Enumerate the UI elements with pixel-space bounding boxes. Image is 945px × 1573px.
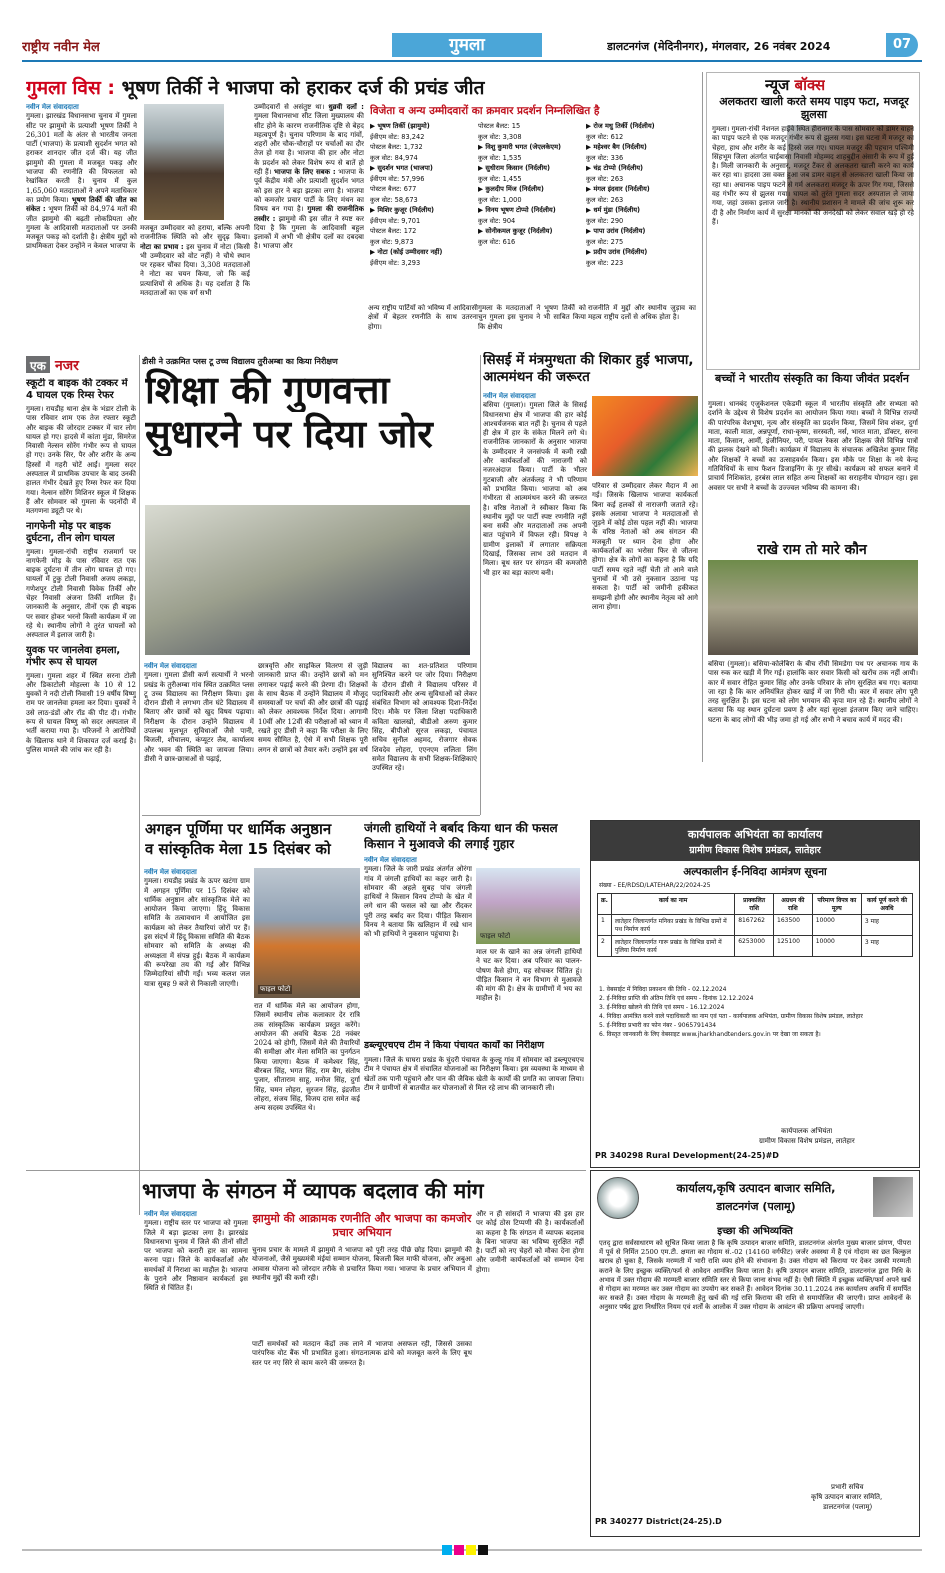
page-number: 07 — [886, 33, 918, 57]
lead-column-1 — [26, 103, 137, 351]
lead-end-2: गुमला के मतदाताओं ने भूषण तिर्की को चुन गुमला इस चुनाव ने भी साबित किया कि क्षेत्रीय — [478, 304, 586, 331]
tender1-ref: संख्या - EE/RDSD/LATEHAR/22/2024-25 — [599, 882, 711, 889]
table-row — [598, 915, 913, 936]
elephant-headline: जंगली हाथियों ने बर्बाद किया धान की फसल किसान ने मुआवजे की लगाई गुहार — [364, 821, 558, 851]
lead-headline-text: भूषण तिर्की ने भाजपा को हराकर दर्ज की प्रचंड जीत — [121, 77, 485, 99]
ddu-headline: डब्ल्यूएचएच टीम ने किया पंचायत कार्यों का निरीक्षण — [364, 1040, 544, 1051]
result-line: ▶ पापा उरांव (निर्दलीय) — [586, 227, 646, 235]
table-cell: 3 माह — [861, 915, 912, 936]
result-line: कुल वोट: 1,000 — [478, 195, 522, 204]
result-line: पोस्टल बैलट: 1,732 — [370, 143, 423, 151]
result-line: ▶ कुलदीप मिंज (निर्दलीय) — [478, 185, 544, 193]
agahan-headline-2: व सांस्कृतिक मेला 15 दिसंबर को — [145, 840, 331, 858]
sisai-text-1: बसिया (गुमला)। गुमला जिले के सिसई विधानसभा क्षेत्र में भाजपा की हार कोई आश्चर्यजनक बात नहीं है। चुनाव से पहले ही क्षेत्र में हार के संकेत मिलने लगे थे। राजनीतिक जानकारों के अनुसार भाजपा के उम्मीदवार ने जनसंपर्क में कमी रखी और कार्यकर्ताओं की नाराजगी को नजरअंदाज किया। पार्टी के भीतर गुटबाजी और अंतर्कलह ने भी परिणाम को प्रभावित किया। भाजपा को अब गंभीरता से आत्ममंथन करने की जरूरत है। वरिष्ठ नेताओं ने स्वीकार किया कि स्थानीय मुद्दों पर पार्टी स्पष्ट रणनीति नहीं बना सकी और मतदाताओं तक अपनी बात पहुंचाने में विफल रही। विपक्ष ने ग्रामीण इलाकों में लगातार सक्रियता दिखाई, जिसका लाभ उसे मतदान में मिला। बूथ स्तर पर संगठन की कमजोरी भी हार का बड़ा कारण बनी। — [483, 401, 587, 577]
result-line: ईवीएम वोट: 57,996 — [370, 174, 425, 183]
agahan-col-1 — [144, 868, 250, 1166]
table-cell: 163500 — [774, 915, 813, 936]
result-line: ▶ महेश्वर बैग (निर्दलीय) — [586, 143, 647, 151]
result-line: पोस्टल बैलट: 172 — [370, 227, 417, 235]
ek-nazar-column — [26, 378, 136, 1223]
tender1-table-header: प्राक्कलित राशि — [735, 894, 774, 915]
agahan-col-2: रात में धार्मिक मेले का आयोजन होगा, जिसमें स्थानीय लोक कलाकार देर रात्रि तक सांस्कृतिक कार्यक्रम प्रस्तुत करेंगे। आयोजन की अवधि बैठक 28 नवंबर 2024 को होगी, जिसमें मेले की तैयारियों की समीक्षा और मेला समिति का पुनर्गठन किया जाएगा। बैठक में कमेश्वर सिंह, बीरबल सिंह, भगत सिंह, राम बैग, संतोष पुजार, सीताराम साहू, मनोज सिंह, दुर्गा सिंह, चमन लोहरा, सुरजन सिंह, इंद्रजीत लोहरा, संजय सिंह, विजय दास समेत कई अन्य सदस्य उपस्थित थे। — [254, 1002, 360, 1113]
elephant-photo-caption: फाइल फोटो — [480, 932, 511, 940]
tender1-table-header: परिमाण विपत्र का मूल्य — [812, 894, 861, 915]
results-col-1 — [370, 121, 476, 301]
news-box-label-1: न्यूज — [765, 76, 790, 94]
ek-nazar-headline-1: स्कूटी व बाइक की टक्कर में 4 घायल एक रिम्स रेफर — [26, 378, 128, 401]
result-line: कुल वोट: 616 — [478, 237, 516, 246]
tender1-table — [597, 893, 913, 957]
tender1-office2: ग्रामीण विकास विशेष प्रमंडल, लातेहार — [689, 845, 821, 856]
tender2-signature: प्रभारी सचिव — [831, 1483, 864, 1491]
tender1-table-header: क्र. — [598, 894, 612, 915]
result-line: ▶ सुधीराम किसान (निर्दलीय) — [478, 164, 551, 172]
lead-subhead-4: भाजपा के लिए सबक : — [273, 168, 336, 177]
result-line: ▶ मिशिर कुजूर (निर्दलीय) — [370, 206, 435, 214]
result-line: ▶ प्रदीप उरांव (निर्दलीय) — [586, 248, 648, 256]
result-line: पोस्टल बैलट: 677 — [370, 185, 417, 193]
dateline: डालटनगंज (मेदिनीनगर), मंगलवार, 26 नवंबर 2024 — [607, 40, 831, 53]
result-line: ▶ सुदर्शन भगत (भाजपा) — [370, 164, 433, 172]
tender1-table-header: अग्रधन की राशि — [774, 894, 813, 915]
bjp-text-1: गुमला। राष्ट्रीय स्तर पर भाजपा को गुमला जिले में बड़ा झटका लगा है। झारखंड विधानसभा चुनाव में जिले की तीनों सीटों पर भाजपा को करारी हार का सामना करना पड़ा। जिले के कार्यकर्ताओं और समर्थकों में निराशा का माहौल है। भाजपा के पुराने और निष्ठावान कार्यकर्ता इस स्थिति से चिंतित हैं। — [144, 1219, 248, 1293]
result-line: कुल वोट: 275 — [586, 237, 624, 246]
paper-name: राष्ट्रीय नवीन मेल — [22, 40, 100, 55]
agahan-photo — [254, 868, 360, 998]
tender1-note: 5. ई-निविदा प्रभारी का फोन नंबर - 9065791434 — [599, 1022, 717, 1029]
result-line: ▶ विनय भूषण टोप्पो (निर्दलीय) — [478, 206, 556, 214]
result-line: कुल वोट: 290 — [586, 216, 624, 225]
news-box-label-2: बॉक्स — [794, 76, 826, 94]
result-line: कुल वोट: 336 — [586, 153, 624, 162]
education-photo — [145, 505, 470, 655]
table-cell: 10000 — [812, 915, 861, 936]
table-cell: 8167262 — [735, 915, 774, 936]
table-cell: 2 — [598, 936, 612, 957]
tender1-signature-2: ग्रामीण विकास विशेष प्रमंडल, लातेहार — [759, 1137, 855, 1145]
result-line: ▶ सोनीकमल कुजूर (निर्दलीय) — [478, 227, 553, 235]
raakhe-headline: राखे राम तो मारे कौन — [757, 542, 867, 558]
result-line: पोस्टल बैलट: 15 — [478, 122, 521, 130]
lead-subhead-2: नोटा का प्रभाव : — [140, 242, 184, 251]
table-cell: लातेहार जिलान्तर्गत गारू प्रखंड के विभिन्न ग्रामों में पुलिया निर्माण कार्य — [611, 936, 734, 957]
education-col-2: छात्रवृत्ति और साइकिल वितरण से जुड़ी जानकारी प्राप्त की। उन्होंने छात्रों को मन लगाकर पढ़ाई करने की प्रेरणा दी। शिक्षकों के साथ बैठक में उन्होंने विद्यालय में मौजूद समस्याओं पर चर्चा की और छात्रों की पढ़ाई को लेकर आवश्यक निर्देश दिया। आगामी 10वीं और 12वीं की परीक्षाओं को ध्यान में रखते हुए डीसी ने कहा कि परीक्षा के लिए समय सीमित है, ऐसे में सभी शिक्षक पूरी लगन से छात्रों को तैयार करें। उन्होंने इस वर्ष — [258, 662, 368, 754]
bjp-col-3: पार्टी समर्थकों को मतदान केंद्रों तक लाने में भाजपा असफल रही, जिससे उसका पारंपरिक वोट बैंक भी प्रभावित हुआ। संगठनात्मक ढांचे को मजबूत करने के लिए बूथ स्तर पर नए सिरे से काम करने की जरूरत है। — [252, 1340, 472, 1367]
table-cell: 1 — [598, 915, 612, 936]
tender1-signature: कार्यपालक अभियंता — [781, 1127, 833, 1135]
tender2-office: कार्यालय,कृषि उत्पादन बाजार समिति, — [676, 1181, 836, 1195]
education-byline: नवीन मेल संवाददाता — [144, 662, 197, 670]
table-cell: 3 माह — [861, 936, 912, 957]
raakhe-text: बसिया (गुमला)। बसिया-कोलेबिरा के बीच राँची सिमडेगा पथ पर अचानक गाय के पास रुक कर खड़ी में गिर गई। हालांकि कार सवार किसी को खरोंच तक नहीं आयी। कार में सवार रोहित कुमार सिंह और उनके परिवार के लोग सुरक्षित बच गए। बताया जा रहा है कि कार अनियंत्रित होकर खाई में जा गिरी थी। कार में सवार लोग पूरी तरह सुरक्षित हैं। इस घटना को लोग भगवान की कृपा मान रहे हैं। स्थानीय लोगों ने बताया कि यह स्थान दुर्घटना प्रवण है और यहां सुरक्षा इंतजाम किए जाने चाहिए। घटना के बाद लोगों की भीड़ जमा हो गई और सभी ने बचाव कार्य में मदद की। — [708, 660, 918, 724]
tender-notice-1 — [590, 820, 920, 1168]
ddu-text: गुमला। जिले के घाघरा प्रखंड के चुंदरी पंचायत के कुल्हू गांव में सोमवार को डब्ल्यूएचएच टीम ने पंचायत क्षेत्र में संचालित योजनाओं का निरीक्षण किया। इस व्यवस्था के माध्यम से खेतों तक पानी पहुंचाने और पान की जैविक खेती के कार्यों की प्रगति का जायजा लिया। टीम ने ग्रामीणों से बातचीत कर योजनाओं से मिल रहे लाभ की जानकारी ली। — [364, 1056, 584, 1092]
agahan-byline: नवीन मेल संवाददाता — [144, 868, 197, 876]
ek-nazar-text-2: गुमला। गुमला-रांची राष्ट्रीय राजमार्ग पर नागफेनी मोड़ के पास रविवार रात एक बाइक दुर्घटना में तीन लोग घायल हो गए। घायलों में टुकु टोली निवासी अजय लकड़ा, गणेशपुर टोली निवासी विवेक तिर्की और चेहर निवासी अंजना तिर्की शामिल हैं। जानकारी के अनुसार, तीनों एक ही बाइक पर सवार होकर भरनो किसी कार्यक्रम में जा रहे थे। स्थानीय लोगों ने तुरंत घायलों को अस्पताल में इलाज जारी है। — [26, 547, 136, 640]
lead-text-1b: भूषण तिर्की को 84,974 मतों की जीत झामुमो की बढ़ती लोकप्रियता और गुमला के आदिवासी मतदाताओं पर उनकी मजबूत पकड़ को दर्शाती है। क्षेत्रीय मुद्दों को प्राथमिकता देकर उन्होंने न केवल भाजपा के — [26, 205, 137, 251]
tender2-office2: डालटनगंज (पलामू) — [716, 1200, 796, 1213]
byline: नवीन मेल संवाददाता — [26, 103, 79, 111]
ek-nazar-text-1: गुमला। रायडीह थाना क्षेत्र के भंडार टोली के पास रविवार शाम एक तेज रफ्तार स्कूटी और बाइक की जोरदार टक्कर में चार लोग घायल हो गए। हादसे में कांता मुंडा, सिमरेज निवासी नेल्सन सोरेंग गंभीर रूप से घायल हो गए। उनके सिर, पैर और शरीर के अन्य हिस्सों में गहरी चोटें आईं। गुमला सदर अस्पताल में प्राथमिक उपचार के बाद उनकी हालत गंभीर देखते हुए रिम्स रेफर कर दिया गया। नेल्सन सोरेंग मिशिनर स्कूल में शिक्षक हैं और सोमवार को गुमला के पदनोंदी में मतगणना ड्यूटी पर थे। — [26, 405, 136, 516]
education-headline-1: शिक्षा की गुणवत्ता — [145, 368, 390, 412]
elephant-col-2: माल घर के खाने का अन्न जंगली हाथियों ने चट कर दिया। अब परिवार का पालन-पोषण कैसे होगा, यह सोचकर चिंतित हूं। पीड़ित किसान ने वन विभाग से मुआवजे की मांग की है। क्षेत्र के ग्रामीणों में भय का माहौल है। — [476, 948, 582, 1003]
result-line: कुल वोट: 58,673 — [370, 195, 418, 204]
culture-headline: बच्चों ने भारतीय संस्कृति का किया जीवंत प्रदर्शन — [715, 372, 909, 385]
education-col-3: विद्यालय का शत-प्रतिशत परिणाम सुनिश्चित करने पर जोर दिया। निरीक्षण के दौरान डीसी ने विद्यालय परिसर में पदाधिकारी और अन्य सुविधाओं को लेकर संबंधित विभाग को आवश्यक दिशा-निर्देश दिए। मौके पर जिला शिक्षा पदाधिकारी कविता खालखो, बीडीओ अरुण कुमार सिंह, बीपीओ सूरज लकड़ा, पंचायत सचिव सुनील अहमद, रोजगार सेवक शिवदेव लोहरा, एएनएम ललिता लिंग समेत विद्यालय के सभी शिक्षक-शिक्षिकाएं उपस्थित रहे। — [372, 662, 477, 773]
result-line: कुल वोट: 904 — [478, 216, 516, 225]
result-line: ▶ धर्म मुंडा (निर्दलीय) — [586, 206, 641, 214]
tender1-note: 1. वेबसाईट में निविदा प्रकाशन की तिथि - 02.12.2024 — [599, 986, 727, 993]
result-line: ▶ मंगल इंदवार (निर्दलीय) — [586, 185, 650, 193]
result-line: कुल वोट: 612 — [586, 132, 624, 141]
ek-nazar-label-1: एक — [26, 356, 50, 373]
table-cell: 6253000 — [735, 936, 774, 957]
tender1-note: 4. निविदा आमंत्रित करने वाले पदाधिकारी का नाम एवं पता - कार्यपालक अभियंता, ग्रामीण विकास विशेष प्रमंडल, लातेहार — [599, 1013, 863, 1020]
education-kicker: डीसी ने उत्क्रमित प्लस टू उच्च विद्यालय तुरीअम्बा का किया निरीक्षण — [142, 357, 338, 366]
lead-text-3c: भाजपा के पूर्व केंद्रीय मंत्री और प्रत्याशी सुदर्शन भगत को इस हार ने बड़ा झटका लगा है। भाजपा को कमजोर प्रचार पार्टी के लिए मंथन का विषय बन गया है। — [254, 168, 364, 214]
result-line: कुल वोट: 1,455 — [478, 174, 522, 183]
elephant-photo — [476, 868, 580, 944]
lead-text-2b: इस चुनाव में नोटा (किसी भी उम्मीदवार को वोट नहीं) ने चौथे स्थान पर रहकर चौंका दिया। 3,308 मतदाताओं ने नोटा का चयन किया, जो कि कई प्रत्याशियों से अधिक है। यह दर्शाता है कि मतदाताओं का एक वर्ग सभी — [140, 242, 250, 298]
sisai-col-2: परिवार से उम्मीदवार लेकर मैदान में आ गई। जिसके खिलाफ भाजपा कार्यकर्ता बिना कई हलकों से नाराजगी जताते रहे। इसके अलावा भाजपा ने मतदाताओं से जुड़ने में कोई ठोस पहल नहीं की। भाजपा के वरिष्ठ नेताओं को अब संगठन की मजबूती पर ध्यान देना होगा और कार्यकर्ताओं का भरोसा फिर से जीतना होगा। क्षेत्र के लोगों का कहना है कि यदि पार्टी समय रहते नहीं चेती तो आने वाले चुनावों में भी उसे नुकसान उठाना पड़ सकता है। पार्टी को जमीनी हकीकत समझनी होगी और स्थानीय नेतृत्व को आगे लाना होगा। — [592, 482, 698, 611]
results-title: विजेता व अन्य उम्मीदवारों का क्रमवार प्रदर्शन निम्नलिखित है — [370, 105, 600, 117]
results-col-2 — [478, 121, 584, 301]
tender1-note: 3. ई-निविदा खोलने की तिथि एवं समय - 16.12.2024 — [599, 1004, 725, 1011]
education-headline-2: सुधारने पर दिया जोर — [145, 412, 433, 456]
tender2-text: एतद् द्वारा सर्वसाधारण को सूचित किया जाता है कि कृषि उत्पादन बाजार समिति, डालटनगंज अंतर्गत मुख्य बाजार प्रांगण, पीपरा में पूर्व से निर्मित 2500 एम.टी. क्षमता का गोदाम सं.-02 (14160 वर्गफीट) जर्जर अवस्था में है एवं गोदाम का छत बिल्कुल खराब हो चुका है, जिसके मरम्मती में भारी राशि व्यय होने की संभावना है। उक्त गोदाम को किराया पर देकर उसकी मरम्मती कराने के लिए इच्छुक व्यक्ति/फर्म से आवेदन आमंत्रित किया जाता है। कृषि उत्पादन बाजार समिति, डालटनगंज द्वारा निधि के अभाव में उक्त गोदाम की मरम्मती बाजार समिति स्तर से किया जाना संभव नहीं है। ऐसी स्थिति में इच्छुक व्यक्ति/फर्म अपने खर्च से गोदाम का मरम्मत कर उक्त गोदाम का उपयोग कर सकते हैं। आवेदन दिनांक 30.11.2024 तक कार्यालय अवधि में समर्पित कर सकते हैं। उक्त गोदाम के मरम्मती हेतु खर्च की गई राशि किराया की राशि से समायोजित की जाएगी। प्राप्त आवेदनों के अनुसार पर्षद द्वारा निर्धारित नियम एवं शर्तों के आलोक में उक्त गोदाम के आवंटन की प्रक्रिया अपनाई जाएगी। — [599, 1239, 911, 1312]
bjp-col-4: और न ही सांसदों ने भाजपा की इस हार पर कोई ठोस टिप्पणी की है। कार्यकर्ताओं का कहना है कि संगठन में व्यापक बदलाव के बिना भाजपा का भविष्य सुरक्षित नहीं है। पार्टी को नए चेहरों को मौका देना होगा और जमीनी कार्यकर्ताओं को सम्मान देना होगा। — [476, 1210, 584, 1274]
result-line: ▶ विशु कुमारी भगत (जेएलकेएम) — [478, 143, 562, 151]
tender1-office: कार्यपालक अभियंता का कार्यालय — [687, 828, 823, 841]
table-row — [598, 936, 913, 957]
agahan-text-1: गुमला। रायडीह प्रखंड के ऊपर खटंगा ग्राम में अगहन पूर्णिमा पर 15 दिसंबर को धार्मिक अनुष्ठान और सांस्कृतिक मेले का आयोजन किया जाएगा। हिंदू विकास समिति के तत्वावधान में आयोजित इस कार्यक्रम को लेकर तैयारियां जोरों पर हैं। इस संदर्भ में हिंदू विकास समिति की बैठक सोमवार को समिति के अध्यक्ष की अध्यक्षता में संपन्न हुई। बैठक में कार्यक्रम की रूपरेखा तय की गई और विभिन्न जिम्मेदारियां सौंपी गईं। भव्य कलश जल यात्रा सुबह 9 बजे से निकाली जाएगी। — [144, 877, 250, 988]
result-line: कुल वोट: 263 — [586, 195, 624, 204]
lead-text-1: गुमला। झारखंड विधानसभा चुनाव में गुमला सीट पर झामुमो के प्रत्याशी भूषण तिर्की ने 26,301 मतों के अंतर से भारतीय जनता पार्टी (भाजपा) के प्रत्याशी सुदर्शन भगत को हराकर शानदार जीत दर्ज की। यह जीत झामुमो की गुमला में मजबूत पकड़ और भाजपा की रणनीति की विफलता को रेखांकित करती है। चुनाव में कुल 1,65,060 मतदाताओं ने अपने मताधिकार का प्रयोग किया। — [26, 112, 137, 204]
lead-end-1: अन्य राष्ट्रीय पार्टियों को भविष्य में आदिवासी क्षेत्रों में बेहतर रणनीति के साथ उतरना होगा। — [368, 304, 478, 331]
lead-text-2: मजबूत उम्मीदवार को हराया, बल्कि अपनी राजनीतिक स्थिति को और सुदृढ़ किया। — [140, 224, 250, 242]
table-cell: 10000 — [812, 936, 861, 957]
tender1-table-header: कार्य पूर्ण करने की अवधि — [861, 894, 912, 915]
news-box-label — [765, 75, 825, 95]
tender2-pr: PR 340277 District(24-25).D — [595, 1517, 722, 1526]
bjp-col-1 — [144, 1210, 248, 1530]
lead-text-3: उम्मीदवारों से असंतुष्ट था। — [254, 103, 325, 111]
ek-nazar-label-2: नजर — [54, 358, 79, 373]
ek-nazar-label — [26, 355, 136, 373]
result-line: कुल वोट: 1,535 — [478, 153, 522, 162]
lead-subhead-5: गुमला की राजनीतिक तस्वीर : — [254, 205, 364, 223]
result-line: कुल वोट: 263 — [586, 174, 624, 183]
result-line: ईवीएम वोट: 3,293 — [370, 258, 421, 267]
bjp-col-2: चुनाव प्रचार के मामले में झामुमो ने भाजपा को पूरी तरह पीछे छोड़ दिया। झामुमो की योजनाओं, जैसे मुख्यमंत्री मंईयां सम्मान योजना, बिजली बिल माफी योजना, और अबुआ आवास योजना को जोरदार तरीके से प्रचारित किया गया। भाजपा के प्रचार अभियान में स्थानीय मुद्दों की कमी रही। — [252, 1246, 472, 1282]
result-line: ईवीएम वोट: 9,701 — [370, 216, 421, 225]
lead-subhead-1: भूषण तिर्की की जीत का संकेत : — [26, 195, 137, 214]
news-box-headline: अलकतरा खाली करते समय पाइप फटा, मजदूर झुलसा — [719, 95, 909, 121]
lead-text-3d: झामुमो की इस जीत ने स्पष्ट कर दिया है कि गुमला के आदिवासी बहुल इलाकों में अभी भी क्षेत्रीय दलों का दबदबा है। भाजपा और — [254, 214, 364, 251]
result-line: ▶ नोटा (कोई उम्मीदवार नहीं) — [370, 248, 443, 256]
result-line: कुल वोट: 84,974 — [370, 153, 418, 162]
tender2-emblem-right — [873, 1177, 913, 1217]
table-cell: लातेहार जिलान्तर्गत मनिका प्रखंड के विभिन्न ग्रामों में पथ निर्माण कार्य — [611, 915, 734, 936]
tender1-pr: PR 340298 Rural Development(24-25)#D — [595, 1151, 779, 1160]
lead-text-3b: गुमला विधानसभा सीट जिला मुख्यालय की सीट होने के कारण राजनीतिक दृष्टि से बेहद महत्वपूर्ण है। चुनाव परिणाम के बाद गांवों, शहरों और चौक-चौराहों पर चर्चाओं का दौर तेज हो गया है। भाजपा की हार और नोटा के प्रदर्शन को लेकर विशेष रूप से बातें हो रही हैं। — [254, 112, 364, 177]
masthead — [22, 33, 922, 59]
result-line: ▶ भूषण तिर्की (झामुमो) — [370, 122, 430, 130]
culture-text: गुमला। धानबंद एजुकेशनल एकेडमी स्कूल में भारतीय संस्कृति और सभ्यता को दर्शाने के उद्देश्य से विशेष प्रदर्शन का आयोजन किया गया। बच्चों ने विभिन्न राज्यों की पारंपरिक वेशभूषा, नृत्य और संस्कृति का प्रदर्शन किया, जिसमें शिव शंकर, दुर्गा माता, काली माता, अन्नपूर्णा, राधा-कृष्ण, सरस्वती, नर्स, भारत माता, डॉक्टर, सरना माता, किसान, आर्मी, इंजीनियर, परी, पायल रेकस और शिक्षक जैसे विभिन्न पात्रों की झलक देखने को मिली। कार्यक्रम में विद्यालय के संचालक अखिलेश कुमार सिंह और शिक्षकों ने बच्चों का उत्साहवर्धन किया। इस मौके पर शिक्षा के नये केन्द्र गतिविधियों के साथ फैशन डिजाइनिंग के गुर सीखे। कार्यक्रम को सफल बनाने में प्राचार्य निशिकांत, हरबंस लाल सहित अन्य शिक्षकों का सराहनीय योगदान रहा। इस अवसर पर सभी ने बच्चों के उज्ज्वल भविष्य की कामना की। — [708, 400, 918, 492]
sisai-col-1 — [483, 392, 587, 812]
bjp-headline: भाजपा के संगठन में व्यापक बदलाव की मांग — [142, 1179, 484, 1203]
agahan-headline-1: अगहन पूर्णिमा पर धार्मिक अनुष्ठान — [145, 820, 332, 838]
result-line: कुल वोट: 9,873 — [370, 237, 414, 246]
result-line: कुल वोट: 223 — [586, 258, 624, 267]
result-line: ईवीएम वोट: 83,242 — [370, 132, 425, 141]
section-label: गुमला — [449, 35, 485, 55]
table-cell: 125100 — [774, 936, 813, 957]
lead-column-2 — [140, 224, 250, 351]
footer-registration-bar — [22, 1545, 922, 1555]
sisai-byline: नवीन मेल संवाददाता — [483, 392, 536, 400]
ek-nazar-headline-3: युवक पर जानलेवा हमला, गंभीर रूप से घायल — [26, 644, 121, 668]
result-line: ▶ रोज मधु तिर्की (निर्दलीय) — [586, 122, 655, 130]
result-line: कुल वोट: 3,308 — [478, 132, 522, 141]
education-text-1: गुमला। गुमला डीसी कर्ण सत्यार्थी ने भरनो प्रखंड के तुरीअम्बा गांव स्थित उत्क्रमित प्लस टू उच्च विद्यालय का निरीक्षण किया। इस दौरान डीसी ने लगभग तीन घंटे विद्यालय में बिताए और छात्रों को खुद विषय पढ़ाया। निरीक्षण के दौरान उन्होंने विद्यालय में उपलब्ध मूलभूत सुविधाओं जैसे पानी, बिजली, शौचालय, कंप्यूटर लैब, कार्यालय और भवन की स्थिति का जायजा लिया। डीसी ने छात्र-छात्राओं से पढ़ाई, — [144, 671, 254, 763]
ek-nazar-text-3: गुमला। गुमला शहर में स्थित सरना टोली और डिकाटोली मोहल्ला के 10 से 12 युवकों ने नदी टोली निवासी 19 वर्षीय विष्णु राम पर जानलेवा हमला कर दिया। युवकों ने उसे लाठ-डंडों और रॉड की पीट दी। गंभीर रूप से घायल विष्णु को सदर अस्पताल में भर्ती कराया गया है। परिजनों ने आरोपियों के खिलाफ थाने में शिकायत दर्ज कराई है। पुलिस मामले की जांच कर रही है। — [26, 671, 136, 754]
tender1-table-header: कार्य का नाम — [611, 894, 734, 915]
tender1-header — [591, 821, 919, 861]
masthead-rule — [22, 60, 922, 62]
elephant-byline: नवीन मेल संवाददाता — [364, 856, 417, 864]
tender2-emblem — [597, 1177, 639, 1219]
tender2-signature-2: कृषि उत्पादन बाजार समिति, — [811, 1493, 883, 1501]
tender2-signature-3: डालटनगंज (पलामू) — [823, 1503, 873, 1511]
tender1-title: अल्पकालीन ई-निविदा आमंत्रण सूचना — [683, 866, 827, 878]
tender2-title: इच्छा की अभिव्यक्ति — [717, 1226, 793, 1237]
elephant-col-1 — [364, 856, 472, 1036]
lead-headline — [26, 76, 706, 100]
agahan-photo-caption: फाइल फोटो — [260, 985, 291, 993]
news-box-text: गुमला। गुमला-रांची नेशनल हाईवे स्थित हीरानगर के पास सोमवार को डामर वाहन का पाइप फटने से एक मजदूर गंभीर रूप से झुलस गया। इस घटना में मजदूर का चेहरा, हाथ और शरीर के कई हिस्से जल गए। घायल मजदूर की पहचान पश्चिमी सिंहभूम जिला अंतर्गत चाईबासा निवासी मोहम्मद शाहबुद्दीन अंसारी के रूप में हुई है। मिली जानकारी के अनुसार, मजदूर टैंकर से अलकतरा खाली करने का कार्य कर रहा था। हादसा उस वक्त हुआ जब डामर वाहन से अलकतरा खाली किया जा रहा था। अचानक पाइप फटने से गर्म अलकतरा मजदूर के ऊपर गिर गया, जिससे वह गंभीर रूप से झुलस गया। घायल को तुरंत गुमला सदर अस्पताल ले जाया गया, जहां उसका इलाज जारी है। स्थानीय प्रशासन ने मामले की जांच शुरू कर दी है और निर्माण कार्य में सुरक्षा मानकों की अनदेखी को लेकर सवाल खड़े हो रहे हैं। — [712, 125, 914, 226]
tender1-notes — [599, 985, 911, 1125]
sisai-photo — [592, 396, 698, 476]
ek-nazar-headline-2: नागफेनी मोड़ पर बाइक दुर्घटना, तीन लोग घायल — [26, 520, 115, 544]
bjp-subhead: झामुमो की आक्रामक रणनीति और भाजपा का कमजोर प्रचार अभियान — [252, 1212, 472, 1239]
education-col-1 — [144, 662, 254, 812]
sisai-headline: सिसई में मंत्रमुग्धता की शिकार हुई भाजपा, आत्ममंथन की जरूरत — [483, 352, 694, 385]
elephant-text-1: गुमला। जिले के जारी प्रखंड अंतर्गत ओरंगा गांव में जंगली हाथियों का कहर जारी है। सोमवार की अहले सुबह पांच जंगली हाथियों ने किसान विनय टोप्पो के खेत में लगे धान की फसल को खा और रौंदकर पूरी तरह बर्बाद कर दिया। पीड़ित किसान विनय ने बताया कि खलिहान में रखे धान को भी हाथियों ने नुकसान पहुंचाया है। — [364, 865, 472, 939]
tender1-note: 2. ई-निविदा प्राप्ति की अंतिम तिथि एवं समय - दिनांक 12.12.2024 — [599, 995, 754, 1002]
lead-column-3 — [254, 103, 364, 351]
results-col-3 — [586, 121, 692, 301]
lead-end-3: राजनीति में मुद्दों और स्थानीय जुड़ाव का महत्व राष्ट्रीय दलों से अधिक होता है। — [588, 304, 696, 322]
tender1-note: 6. विस्तृत जानकारी के लिए वेबसाइट www.jharkhandtenders.gov.in पर देखा जा सकता है। — [599, 1031, 821, 1038]
lead-headline-place: गुमला विस : — [26, 77, 116, 99]
candidate-photo — [144, 104, 224, 220]
raakhe-photo — [708, 560, 918, 655]
news-box — [706, 72, 920, 370]
lead-subhead-3: धुव्रवी दलों : — [328, 103, 364, 111]
tender1-table-wrap — [597, 893, 913, 979]
result-line: ▶ चंद्र टोप्पो (निर्दलीय) — [586, 164, 644, 172]
bjp-byline: नवीन मेल संवाददाता — [144, 1210, 197, 1218]
tender-notice-2 — [590, 1170, 920, 1537]
